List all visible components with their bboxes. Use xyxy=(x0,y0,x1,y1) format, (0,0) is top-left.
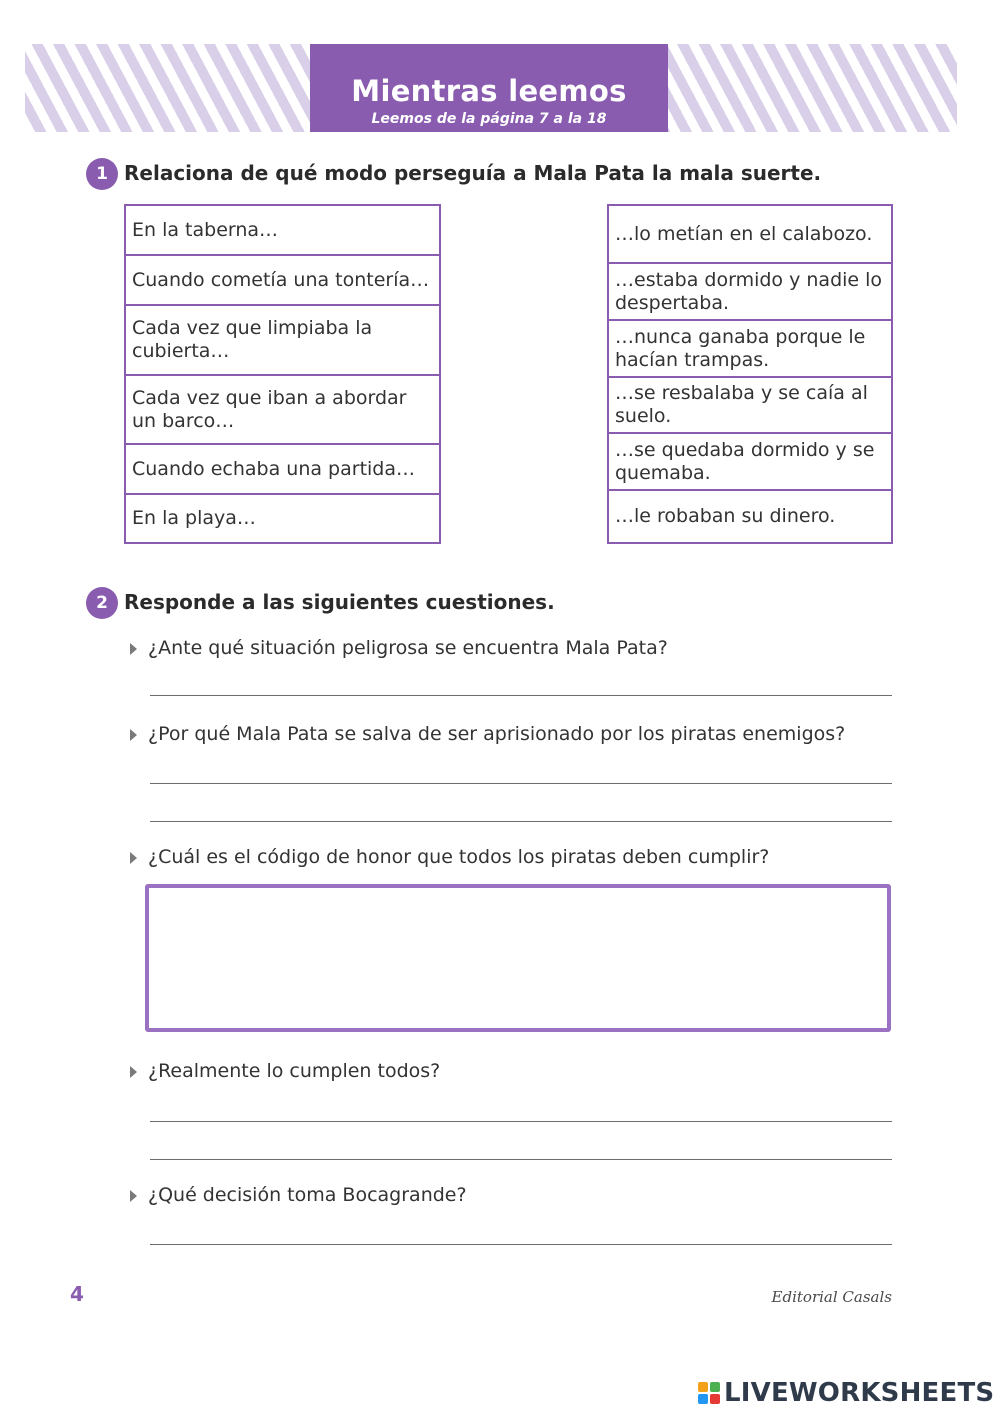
answer-line[interactable] xyxy=(150,821,892,822)
header-title-box xyxy=(310,44,668,132)
question-3: ¿Cuál es el código de honor que todos los piratas deben cumplir? xyxy=(148,846,770,868)
answer-box[interactable] xyxy=(145,884,891,1032)
page-title: Mientras leemos xyxy=(351,74,627,108)
answer-line[interactable] xyxy=(150,695,892,696)
liveworksheets-brand xyxy=(698,1376,994,1410)
match-right-item[interactable]: …nunca ganaba porque le hacían trampas. xyxy=(609,321,891,378)
match-right-item[interactable]: …estaba dormido y nadie lo despertaba. xyxy=(609,264,891,321)
exercise-2-number: 2 xyxy=(86,587,118,619)
page-subtitle: Leemos de la página 7 a la 18 xyxy=(371,111,607,127)
match-left-item[interactable]: Cada vez que iban a abordar un barco… xyxy=(126,376,439,445)
answer-line[interactable] xyxy=(150,783,892,784)
question-1: ¿Ante qué situación peligrosa se encuentra Mala Pata? xyxy=(148,637,668,659)
exercise-2-instruction: Responde a las siguientes cuestiones. xyxy=(124,590,555,614)
question-2: ¿Por qué Mala Pata se salva de ser aprisionado por los piratas enemigos? xyxy=(148,723,846,745)
match-left-column xyxy=(124,204,441,544)
bullet-triangle-icon xyxy=(130,1190,137,1202)
answer-line[interactable] xyxy=(150,1244,892,1245)
match-left-item[interactable]: En la taberna… xyxy=(126,206,439,256)
answer-line[interactable] xyxy=(150,1159,892,1160)
liveworksheets-wordmark: LIVEWORKSHEETS xyxy=(724,1378,995,1408)
question-4: ¿Realmente lo cumplen todos? xyxy=(148,1060,441,1082)
match-right-column xyxy=(607,204,893,544)
match-right-item[interactable]: …lo metían en el calabozo. xyxy=(609,206,891,264)
match-left-item[interactable]: Cuando cometía una tontería… xyxy=(126,256,439,306)
match-right-item[interactable]: …le robaban su dinero. xyxy=(615,505,836,527)
match-left-item[interactable]: Cada vez que limpiaba la cubierta… xyxy=(126,306,439,376)
publisher-name: Editorial Casals xyxy=(771,1288,892,1306)
bullet-triangle-icon xyxy=(130,852,137,864)
bullet-triangle-icon xyxy=(130,729,137,741)
match-left-item[interactable]: En la playa… xyxy=(132,507,256,529)
match-left-item[interactable]: Cuando echaba una partida… xyxy=(126,445,439,495)
match-right-item[interactable]: …se resbalaba y se caía al suelo. xyxy=(609,378,891,434)
page-number: 4 xyxy=(70,1282,84,1306)
bullet-triangle-icon xyxy=(130,1066,137,1078)
bullet-triangle-icon xyxy=(130,643,137,655)
exercise-1-number: 1 xyxy=(86,158,118,190)
match-right-item[interactable]: …se quedaba dormido y se quemaba. xyxy=(609,434,891,491)
answer-line[interactable] xyxy=(150,1121,892,1122)
liveworksheets-logo-icon xyxy=(698,1382,720,1404)
exercise-1-instruction: Relaciona de qué modo perseguía a Mala Pata la mala suerte. xyxy=(124,161,822,185)
question-5: ¿Qué decisión toma Bocagrande? xyxy=(148,1184,467,1206)
